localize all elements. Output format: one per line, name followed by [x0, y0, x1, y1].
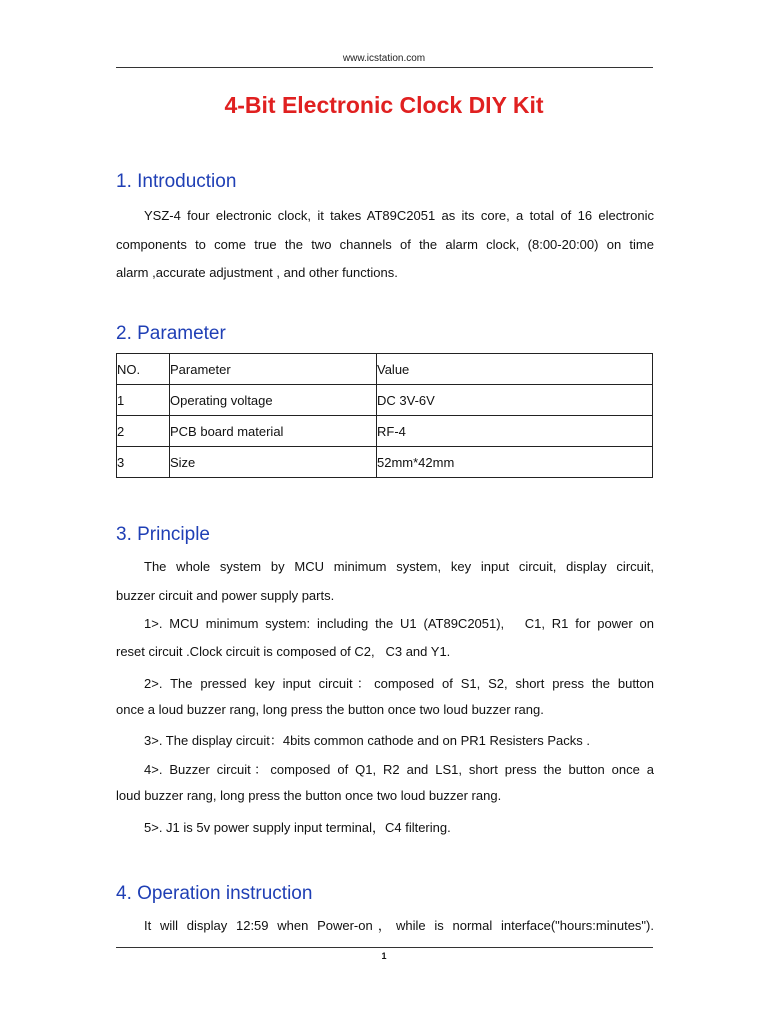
principle-line: 3>. The display circuit：4bits common cathode and on PR1 Resisters Packs . — [144, 733, 590, 748]
operation-heading: 4. Operation instruction — [116, 883, 313, 904]
principle-line: The whole system by MCU minimum system, key input circuit, display circuit, — [144, 559, 654, 574]
principle-line: 1>. MCU minimum system: including the U1 (AT89C2051), C1, R1 for power on — [144, 616, 654, 631]
principle-line: loud buzzer rang, long press the button once two loud buzzer rang. — [116, 788, 502, 803]
document-title: 4-Bit Electronic Clock DIY Kit — [224, 92, 544, 118]
intro-heading: 1. Introduction — [116, 171, 237, 192]
table-cell: PCB board material — [170, 416, 377, 447]
table-cell: 2 — [117, 416, 170, 447]
principle-line: buzzer circuit and power supply parts. — [116, 588, 335, 603]
table-cell: 1 — [117, 385, 170, 416]
parameter-heading: 2. Parameter — [116, 323, 226, 344]
table-row — [117, 385, 653, 416]
principle-line: reset circuit .Clock circuit is composed of C2, C3 and Y1. — [116, 644, 451, 659]
header-url: www.icstation.com — [342, 53, 426, 64]
table-header-cell: NO. — [117, 354, 170, 385]
table-cell: Operating voltage — [170, 385, 377, 416]
intro-line: alarm ,accurate adjustment , and other functions. — [116, 265, 398, 280]
table-cell: DC 3V-6V — [377, 385, 653, 416]
intro-line: components to come true the two channels of the alarm clock, (8:00-20:00) on time — [116, 237, 654, 252]
principle-line: 4>. Buzzer circuit：composed of Q1, R2 and LS1, short press the button once a — [144, 762, 654, 777]
table-row — [117, 447, 653, 478]
table-header-cell: Parameter — [170, 354, 377, 385]
table-cell: Size — [170, 447, 377, 478]
intro-line: YSZ-4 four electronic clock, it takes AT89C2051 as its core, a total of 16 electronic — [144, 208, 654, 223]
table-cell: RF-4 — [377, 416, 653, 447]
table-cell: 3 — [117, 447, 170, 478]
principle-line: once a loud buzzer rang, long press the button once two loud buzzer rang. — [116, 702, 544, 717]
table-row — [117, 416, 653, 447]
table-cell: 52mm*42mm — [377, 447, 653, 478]
table-header-cell: Value — [377, 354, 653, 385]
header-divider — [116, 67, 653, 68]
parameter-table — [116, 353, 653, 478]
footer-divider — [116, 947, 653, 948]
page-number: 1 — [381, 951, 387, 961]
principle-line: 5>. J1 is 5v power supply input terminal，C4 filtering. — [144, 820, 451, 835]
table-header-row — [117, 354, 653, 385]
operation-line: It will display 12:59 when Power-on，while is normal interface("hours:minutes"). — [144, 918, 654, 933]
principle-line: 2>. The pressed key input circuit：composed of S1, S2, short press the button — [144, 676, 654, 691]
principle-heading: 3. Principle — [116, 524, 210, 545]
